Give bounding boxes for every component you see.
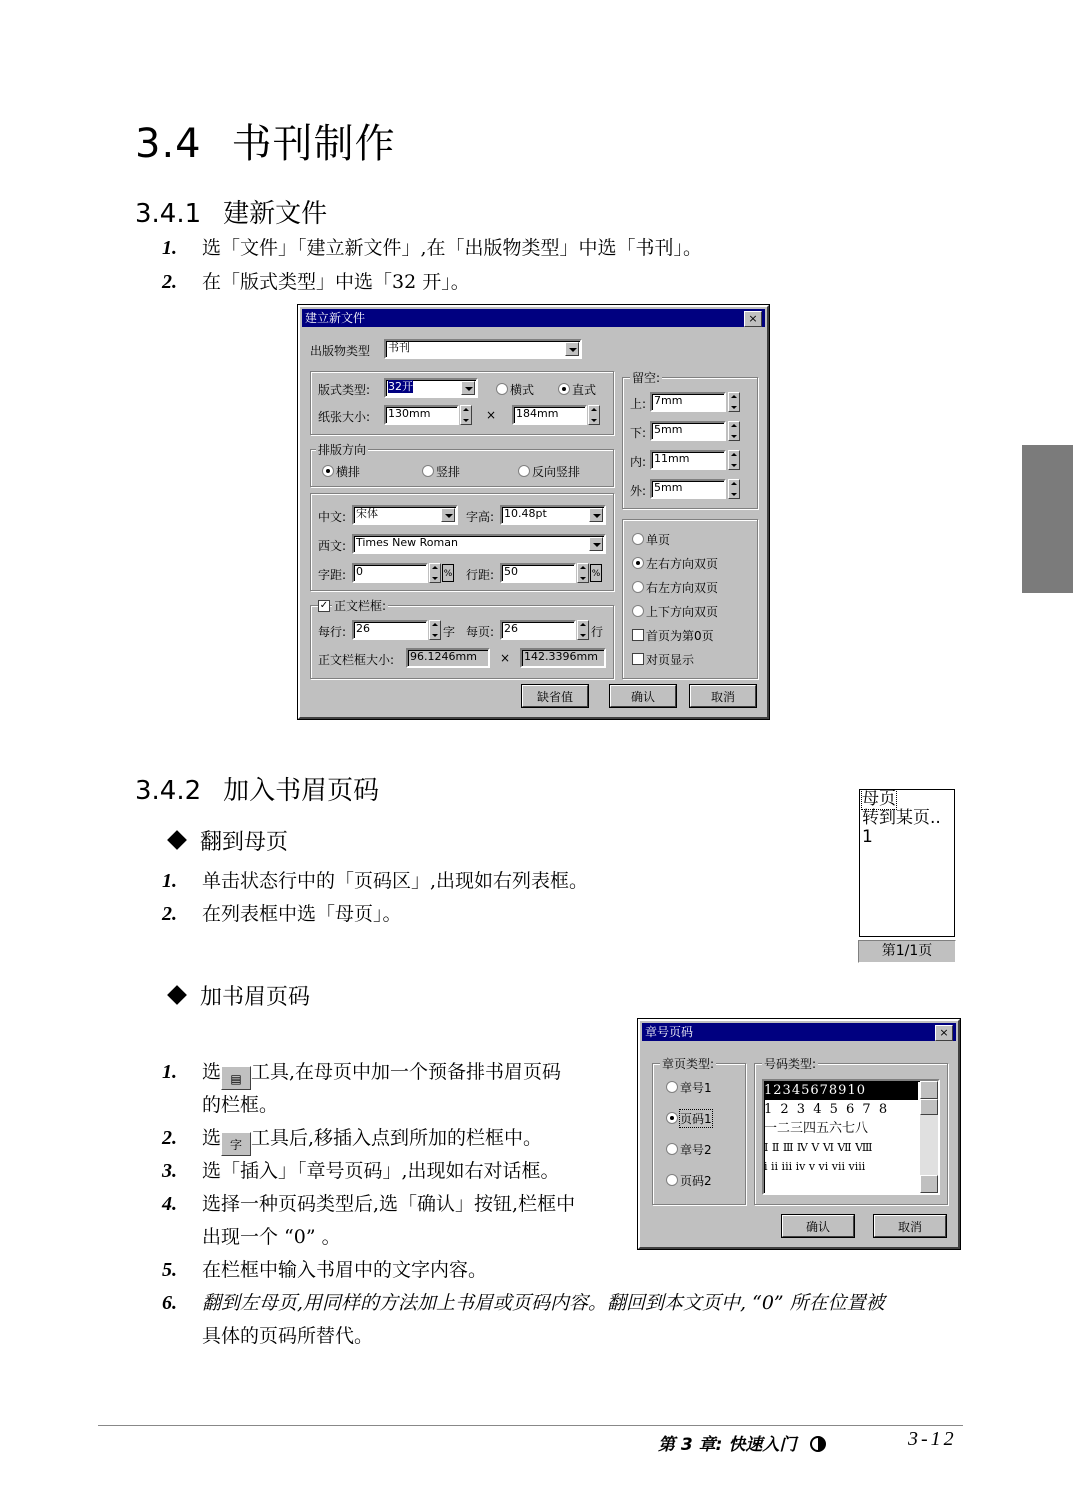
close-icon[interactable]: × [744, 311, 762, 327]
page-list-box[interactable] [859, 789, 955, 937]
ok-button[interactable]: 确认 [610, 685, 676, 707]
chapter1-radio[interactable] [666, 1081, 678, 1093]
first-page-zero-label: 首页为第0页 [646, 629, 714, 643]
cancel-button[interactable]: 取消 [690, 685, 756, 707]
layout-select[interactable]: 32开 [384, 378, 478, 398]
scroll-thumb[interactable] [920, 1099, 938, 1115]
times-sign: × [500, 651, 511, 665]
list-item[interactable]: 1 2 3 4 5 6 7 8 [764, 1102, 890, 1117]
times-sign: × [486, 408, 497, 422]
margin-inner-input[interactable]: 11mm [650, 450, 726, 470]
page-tb-label: 上下方向双页 [646, 605, 719, 619]
en-font-label: 西文: [318, 539, 347, 553]
step-2b-4: 4. 选择一种页码类型后,选「确认」按钮,栏框中 [162, 1193, 576, 1215]
per-line-unit: 字 [443, 625, 456, 639]
step-2b-1-cont: 的栏框。 [202, 1094, 279, 1116]
dialog-titlebar: 章号页码 × [642, 1023, 956, 1041]
page2-radio[interactable] [666, 1174, 678, 1186]
frame-group-title: 正文栏框: [334, 599, 387, 613]
number-type-list[interactable] [762, 1079, 940, 1195]
percent-unit: % [442, 564, 454, 582]
footer-rule [98, 1425, 963, 1426]
page-lr-label: 左右方向双页 [646, 557, 719, 571]
percent-unit: % [590, 564, 602, 582]
en-font-select[interactable]: Times New Roman [352, 534, 606, 554]
chevron-down-icon[interactable] [589, 508, 603, 522]
line-spacing-input[interactable]: 50 [500, 563, 576, 583]
subsection-title-2: 3.4.2 加入书眉页码 [135, 776, 380, 806]
bullet-heading-1: 翻到母页 [170, 825, 288, 856]
first-page-zero-checkbox[interactable] [632, 629, 644, 641]
margin-top-input[interactable]: 7mm [650, 392, 726, 412]
margin-bottom-spinner[interactable] [728, 421, 740, 441]
default-button[interactable]: 缺省值 [522, 685, 588, 707]
dir-horizontal-label: 横排 [336, 465, 361, 479]
frame-tool-icon[interactable]: ▤ [221, 1066, 251, 1090]
step-1-1: 1. 选「文件」「建立新文件」,在「出版物类型」中选「书刊」。 [162, 237, 703, 259]
char-spacing-spinner[interactable] [429, 563, 441, 583]
diamond-bullet-icon [167, 830, 187, 850]
pubtype-select[interactable]: 书刊 [384, 339, 582, 359]
list-item[interactable]: 母页 [862, 789, 896, 809]
per-page-unit: 行 [591, 625, 604, 639]
dir-vertical-label: 竖排 [436, 465, 461, 479]
step-2b-6-cont: 具体的页码所替代。 [202, 1325, 374, 1347]
step-2b-1: 1. 选 ▤ 工具,在母页中加一个预备排书眉页码 [202, 1057, 561, 1090]
list-item[interactable]: 12345678910 [764, 1081, 918, 1100]
direction-group-title: 排版方向 [318, 443, 367, 457]
scroll-down-icon[interactable] [920, 1175, 938, 1193]
per-page-label: 每页: [466, 625, 495, 639]
dialog-titlebar: 建立新文件 × [302, 309, 765, 327]
page-number: 3-12 [908, 1428, 957, 1450]
scroll-up-icon[interactable] [920, 1081, 938, 1099]
pubtype-label: 出版物类型 [310, 344, 371, 358]
margin-inner-label: 内: [630, 455, 647, 469]
section-title: 3.4 书刊制作 [135, 121, 396, 167]
step-2b-6: 6. 翻到左母页,用同样的方法加上书眉或页码内容。翻回到本文页中, “0” 所在位置被 [162, 1292, 885, 1314]
paper-label: 纸张大小: [318, 410, 371, 424]
size-select[interactable]: 10.48pt [500, 505, 606, 525]
step-2b-2: 2. 选 字 工具后,移插入点到所加的栏框中。 [202, 1123, 542, 1156]
chevron-down-icon[interactable] [565, 342, 579, 356]
step-1-2: 2. 在「版式类型」中选「32 开」。 [162, 271, 470, 293]
chevron-down-icon[interactable] [441, 508, 455, 522]
orient-vertical-label: 直式 [572, 383, 597, 397]
chevron-down-icon[interactable] [589, 537, 603, 551]
chapter2-radio[interactable] [666, 1143, 678, 1155]
line-spacing-spinner[interactable] [577, 563, 589, 583]
page1-label: 页码1 [680, 1112, 712, 1126]
close-icon[interactable]: × [935, 1025, 953, 1041]
chapter-page-number-dialog [638, 1019, 960, 1249]
dir-reverse-radio[interactable] [518, 465, 530, 477]
bullet-heading-2: 加书眉页码 [170, 980, 310, 1011]
cancel-button[interactable]: 取消 [874, 1215, 946, 1237]
char-spacing-input[interactable]: 0 [352, 563, 428, 583]
step-2a-2: 2. 在列表框中选「母页」。 [162, 903, 402, 925]
chapter-side-tab [1022, 445, 1073, 593]
frame-height-readout: 142.3396mm [520, 648, 606, 668]
frame-width-readout: 96.1246mm [406, 648, 490, 668]
page-rl-label: 右左方向双页 [646, 581, 719, 595]
margin-outer-input[interactable]: 5mm [650, 479, 726, 499]
frame-size-label: 正文栏框大小: [318, 653, 395, 667]
dir-vertical-radio[interactable] [422, 465, 434, 477]
step-2b-5: 5. 在栏框中输入书眉中的文字内容。 [162, 1259, 488, 1281]
facing-pages-label: 对页显示 [646, 653, 695, 667]
margin-outer-spinner[interactable] [728, 479, 740, 499]
type-group-title: 章页类型: [662, 1057, 715, 1071]
paper-height-spinner[interactable] [588, 405, 600, 425]
margin-group-title: 留空: [632, 371, 661, 385]
page1-radio[interactable] [666, 1112, 678, 1124]
margin-top-label: 上: [630, 397, 647, 411]
step-2b-3: 3. 选「插入」「章号页码」,出现如右对话框。 [162, 1160, 560, 1182]
per-line-spinner[interactable] [429, 620, 441, 640]
frame-checkbox[interactable]: ✓ [319, 600, 329, 611]
per-page-spinner[interactable] [577, 620, 589, 640]
dir-horizontal-radio[interactable] [322, 465, 334, 477]
footer-chapter: 第 3 章: 快速入门 [658, 1430, 826, 1455]
page-tb-radio[interactable] [632, 605, 644, 617]
paper-width-spinner[interactable] [460, 405, 472, 425]
size-label: 字高: [466, 510, 495, 524]
zh-font-label: 中文: [318, 510, 347, 524]
chapter2-label: 章号2 [680, 1143, 712, 1157]
number-type-group-title: 号码类型: [764, 1057, 817, 1071]
list-item[interactable]: Ⅰ Ⅱ Ⅲ Ⅳ Ⅴ Ⅵ Ⅶ Ⅷ [764, 1141, 873, 1154]
dir-reverse-label: 反向竖排 [532, 465, 581, 479]
page2-label: 页码2 [680, 1174, 712, 1188]
diamond-bullet-icon [167, 985, 187, 1005]
layout-label: 版式类型: [318, 383, 371, 397]
margin-inner-spinner[interactable] [728, 450, 740, 470]
page-lr-radio[interactable] [632, 557, 644, 569]
margin-top-spinner[interactable] [728, 392, 740, 412]
new-file-dialog [298, 305, 769, 719]
margin-bottom-input[interactable]: 5mm [650, 421, 726, 441]
margin-bottom-label: 下: [630, 426, 647, 440]
list-item[interactable]: 1 [862, 827, 873, 847]
chapter1-label: 章号1 [680, 1081, 712, 1095]
page-single-radio[interactable] [632, 533, 644, 545]
chevron-down-icon[interactable] [461, 381, 475, 395]
list-item[interactable]: i ii iii iv v vi vii viii [764, 1160, 866, 1173]
per-line-input[interactable]: 26 [352, 620, 428, 640]
orient-vertical-radio[interactable] [558, 383, 570, 395]
step-2b-4-cont: 出现一个 “0” 。 [202, 1226, 341, 1248]
step-2a-1: 1. 单击状态行中的「页码区」,出现如右列表框。 [162, 870, 589, 892]
char-spacing-label: 字距: [318, 568, 347, 582]
page-status-indicator[interactable]: 第1/1页 [858, 940, 956, 963]
orient-horizontal-radio[interactable] [496, 383, 508, 395]
half-moon-icon [810, 1436, 826, 1452]
zh-font-select[interactable]: 宋体 [352, 505, 458, 525]
orient-horizontal-label: 横式 [510, 383, 535, 397]
line-spacing-label: 行距: [466, 568, 495, 582]
ok-button[interactable]: 确认 [782, 1215, 854, 1237]
list-scrollbar[interactable] [920, 1081, 938, 1193]
list-item[interactable]: 一二三四五六七八 [764, 1121, 869, 1136]
per-page-input[interactable]: 26 [500, 620, 576, 640]
list-item[interactable]: 转到某页.. [862, 808, 941, 828]
facing-pages-checkbox[interactable] [632, 653, 644, 665]
paper-width-input[interactable]: 130mm [384, 405, 459, 425]
paper-height-input[interactable]: 184mm [512, 405, 587, 425]
subsection-title-1: 3.4.1 建新文件 [135, 199, 328, 229]
margin-outer-label: 外: [630, 484, 647, 498]
text-tool-icon[interactable]: 字 [221, 1132, 251, 1156]
per-line-label: 每行: [318, 625, 347, 639]
page-rl-radio[interactable] [632, 581, 644, 593]
page-single-label: 单页 [646, 533, 671, 547]
